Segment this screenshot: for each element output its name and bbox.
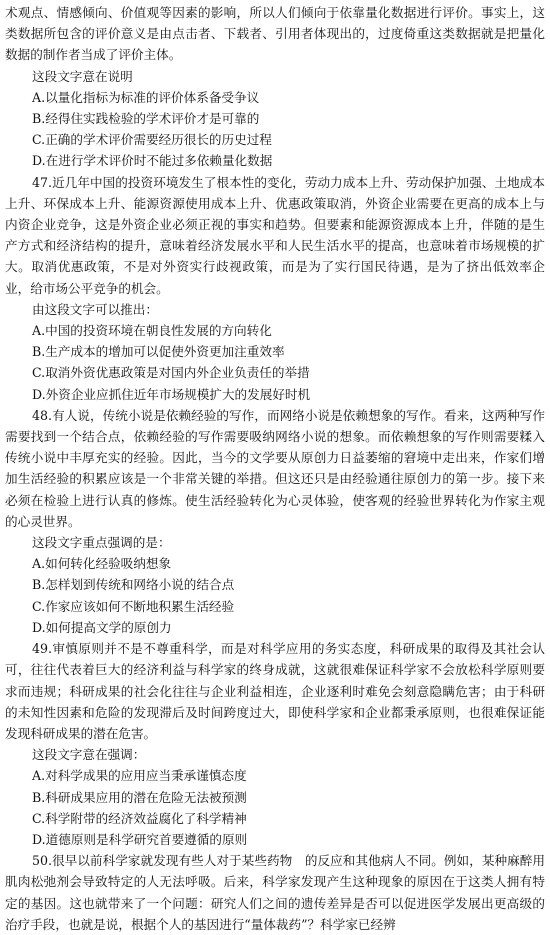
question-50: [5, 850, 545, 935]
option-49-b: B.科研成果应用的潜在危险无法被预测: [32, 789, 247, 805]
option-47-a: A.中国的投资环境在朝良性发展的方向转化: [32, 323, 272, 339]
question-stem-47: 由这段文字可以推出：: [32, 301, 158, 317]
option-47-d: D.外资企业应抓住近年市场规模扩大的发展好时机: [32, 386, 311, 402]
question-46: [5, 2, 545, 172]
question-stem-46: 这段文字意在说明: [32, 68, 133, 84]
option-47-b: B.生产成本的增加可以促使外资更加注重效率: [32, 344, 285, 360]
question-stem-49: 这段文字意在强调：: [32, 747, 146, 763]
passage-47: 47.近几年中国的投资环境发生了根本性的变化，劳动力成本上升、劳动保护加强、土地成本上升、环保成本上升、能源资源使用成本上升、优惠政策取消，外资企业需要在更高的成本上与内资企业竞争，这是外资企业必须正视的事实和趋势。但要素和能源资源成本上升，伴随的是生产方式和经济结构的提升，意味着经济发展水平和人民生活水平的提高，也意味着市场规模的扩大。取消优惠政策，不是对外资实行歧视政策，而是为了实行国民待遇，是为了挤出低效率企业，给市场公平竞争的机会。: [5, 174, 545, 296]
question-49: [5, 638, 545, 850]
option-48-b: B.怎样划到传统和网络小说的结合点: [32, 577, 235, 593]
option-46-d: D.在进行学术评价时不能过多依赖量化数据: [32, 153, 273, 169]
option-49-d: D.道德原则是科学研究首要遵循的原则: [32, 831, 248, 847]
option-49-c: C.科学附带的经济效益腐化了科学精神: [32, 810, 247, 826]
question-stem-48: 这段文字重点强调的是：: [32, 535, 171, 551]
option-47-c: C.取消外资优惠政策是对国内外企业负责任的举措: [32, 365, 310, 381]
question-48: [5, 405, 545, 638]
passage-50: 50.很早以前科学家就发现有些人对于某些药物 的反应和其他病人不同。例如，某种麻醉用肌肉松弛剂会导致特定的人无法呼吸。后来，科学家发现产生这种现象的原因在于这类人拥有特定的基因。这也就带来了一个问题：研究人们之间的遗传差异是否可以促进医学发展出更高级的治疗手段，也就是说，根据个人的基因进行“量体裁药”？科学家已经辨: [5, 853, 545, 932]
option-46-c: C.正确的学术评价需要经历很长的历史过程: [32, 132, 272, 148]
option-46-b: B.经得住实践检验的学术评价才是可靠的: [32, 111, 260, 127]
option-48-a: A.如何转化经验吸纳想象: [32, 556, 172, 572]
passage-46-tail: 术观点、情感倾向、价值观等因素的影响，所以人们倾向于依靠量化数据进行评价。事实上，这类数据所包含的评价意义是由点击者、下载者、引用者体现出的，过度倚重这类数据就是把量化数据的制作者当成了评价主体。: [5, 5, 545, 63]
question-47: [5, 172, 545, 405]
option-49-a: A.对科学成果的应用应当秉承谨慎态度: [32, 768, 247, 784]
option-48-c: C.作家应该如何不断地积累生活经验: [32, 598, 235, 614]
passage-49: 49.审慎原则并不是不尊重科学，而是对科学应用的务实态度，科研成果的取得及其社会认可，往往代表着巨大的经济利益与科学家的终身成就，这就很难保证科学家不会放松科学原则要求而违规；科研成果的社会化往往与企业利益相连，企业逐利时难免会刻意隐瞒危害；由于科研的未知性因素和危险的发现滞后及时间跨度过大，即使科学家和企业都秉承原则，也很难保证能发现科研成果的潜在危害。: [5, 641, 545, 741]
option-46-a: A.以量化指标为标准的评价体系备受争议: [32, 89, 260, 105]
option-48-d: D.如何提高文学的原创力: [32, 619, 172, 635]
passage-48: 48.有人说，传统小说是依赖经验的写作，而网络小说是依赖想象的写作。看来，这两种写作需要找到一个结合点，依赖经验的写作需要吸纳网络小说的想象。而依赖想象的写作则需要糅入传统小说中丰厚充实的经验。因此，当今的文学要从原创力日益萎缩的窘境中走出来，作家们增加生活经验的积累应该是一个非常关键的举措。但这还只是由经验通往原创力的第一步。接下来必须在检验上进行认真的修炼。使生活经验转化为心灵体验，使客观的经验世界转化为作家主观的心灵世界。: [5, 407, 545, 529]
